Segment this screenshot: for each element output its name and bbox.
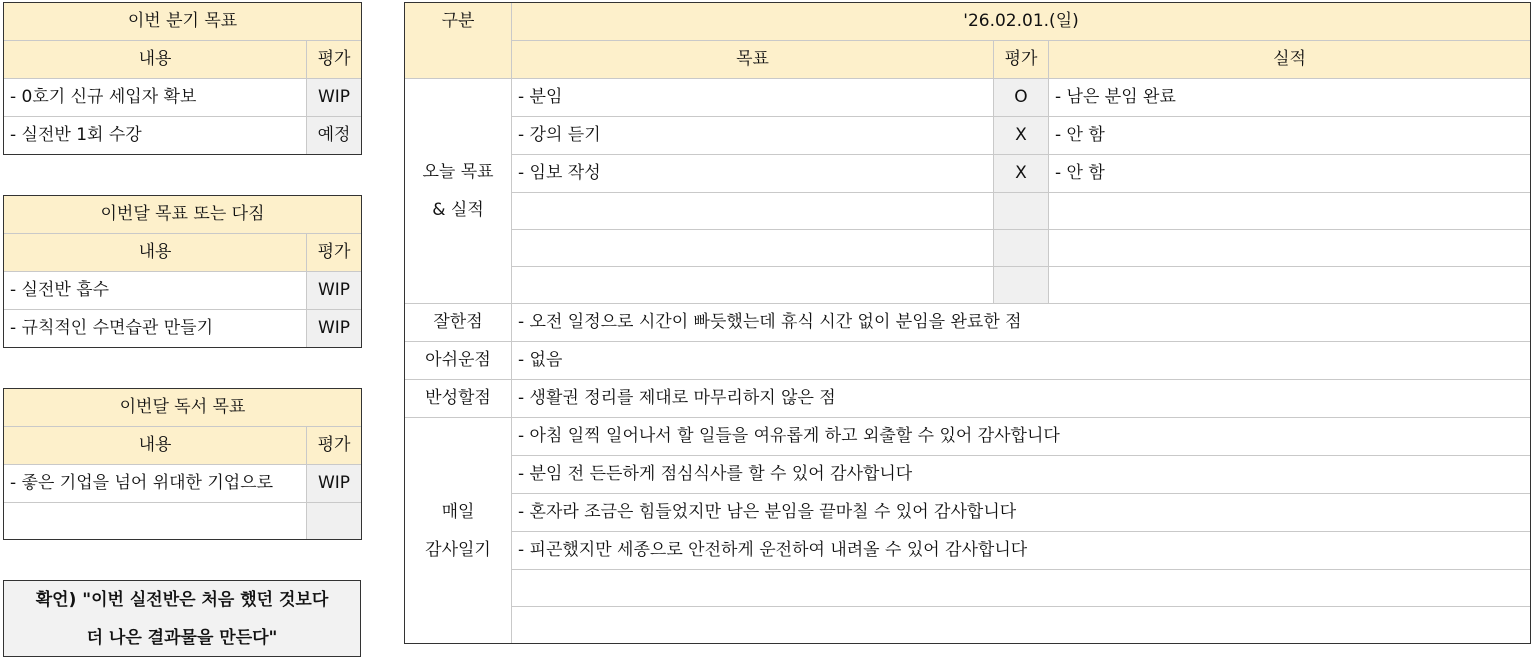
- today-eval[interactable]: X: [994, 155, 1049, 193]
- good-points-label: 잘한점: [405, 304, 512, 342]
- today-result[interactable]: - 남은 분임 완료: [1049, 79, 1531, 117]
- affirmation-line-1: 확언) "이번 실전반은 처음 했던 것보다: [35, 590, 329, 610]
- gratitude-entry[interactable]: - 피곤했지만 세종으로 안전하게 운전하여 내려올 수 있어 감사합니다: [512, 532, 1531, 570]
- reflection-points-label: 반성할점: [405, 380, 512, 418]
- today-goals-label: [405, 79, 512, 304]
- quarter-col-eval: 평가: [307, 41, 362, 79]
- reflection-points-text[interactable]: - 생활권 정리를 제대로 마무리하지 않은 점: [512, 380, 1531, 418]
- quarter-goal-eval[interactable]: 예정: [307, 117, 362, 155]
- month-col-eval: 평가: [307, 234, 362, 272]
- reading-goal-eval[interactable]: WIP: [307, 465, 362, 503]
- today-goal[interactable]: [512, 267, 994, 304]
- gratitude-entry[interactable]: [512, 570, 1531, 607]
- quarter-goal-content[interactable]: - 0호기 신규 세입자 확보: [4, 79, 307, 117]
- gratitude-entry[interactable]: [512, 607, 1531, 644]
- month-goal-content[interactable]: - 실전반 흡수: [4, 272, 307, 310]
- today-result[interactable]: [1049, 193, 1531, 230]
- gratitude-label-line-1: 매일: [441, 501, 475, 522]
- today-eval[interactable]: O: [994, 79, 1049, 117]
- reading-goal-blank[interactable]: [4, 503, 307, 540]
- gratitude-label-line-2: 감사일기: [425, 539, 491, 560]
- month-goal-eval[interactable]: WIP: [307, 272, 362, 310]
- quarter-goals-title: 이번 분기 목표: [4, 3, 362, 41]
- quarter-goals-table: [3, 2, 362, 155]
- month-goals-title: 이번달 목표 또는 다짐: [4, 196, 362, 234]
- gratitude-entry[interactable]: - 혼자라 조금은 힘들었지만 남은 분임을 끝마칠 수 있어 감사합니다: [512, 494, 1531, 532]
- quarter-goal-content[interactable]: - 실전반 1회 수강: [4, 117, 307, 155]
- today-eval[interactable]: [994, 193, 1049, 230]
- today-label-line-1: 오늘 목표: [422, 162, 494, 182]
- today-goal[interactable]: - 임보 작성: [512, 155, 994, 193]
- reading-goals-title: 이번달 독서 목표: [4, 389, 362, 427]
- date-header: '26.02.01.(일): [512, 3, 1531, 41]
- month-col-content: 내용: [4, 234, 307, 272]
- category-header: 구분: [405, 3, 512, 79]
- eval-header: 평가: [994, 41, 1049, 79]
- reading-goal-eval-blank[interactable]: [307, 503, 362, 540]
- daily-table: [404, 2, 1531, 644]
- quarter-col-content: 내용: [4, 41, 307, 79]
- affirmation-box[interactable]: [3, 580, 361, 657]
- today-goal[interactable]: [512, 230, 994, 267]
- month-goal-content[interactable]: - 규칙적인 수면습관 만들기: [4, 310, 307, 348]
- today-eval[interactable]: [994, 230, 1049, 267]
- reading-goals-table: [3, 388, 362, 540]
- today-label-line-2: & 실적: [432, 200, 484, 220]
- month-goals-table: [3, 195, 362, 348]
- regret-points-label: 아쉬운점: [405, 342, 512, 380]
- quarter-goal-eval[interactable]: WIP: [307, 79, 362, 117]
- gratitude-entry[interactable]: - 분임 전 든든하게 점심식사를 할 수 있어 감사합니다: [512, 456, 1531, 494]
- regret-points-text[interactable]: - 없음: [512, 342, 1531, 380]
- today-goal[interactable]: [512, 193, 994, 230]
- today-result[interactable]: - 안 함: [1049, 117, 1531, 155]
- today-result[interactable]: - 안 함: [1049, 155, 1531, 193]
- gratitude-journal-label: [405, 418, 512, 644]
- reading-col-eval: 평가: [307, 427, 362, 465]
- today-goal[interactable]: - 강의 듣기: [512, 117, 994, 155]
- reading-goal-content[interactable]: - 좋은 기업을 넘어 위대한 기업으로: [4, 465, 307, 503]
- today-eval[interactable]: X: [994, 117, 1049, 155]
- today-eval[interactable]: [994, 267, 1049, 304]
- today-result[interactable]: [1049, 230, 1531, 267]
- today-result[interactable]: [1049, 267, 1531, 304]
- goal-header: 목표: [512, 41, 994, 79]
- month-goal-eval[interactable]: WIP: [307, 310, 362, 348]
- reading-col-content: 내용: [4, 427, 307, 465]
- gratitude-entry[interactable]: - 아침 일찍 일어나서 할 일들을 여유롭게 하고 외출할 수 있어 감사합니다: [512, 418, 1531, 456]
- good-points-text[interactable]: - 오전 일정으로 시간이 빠듯했는데 휴식 시간 없이 분임을 완료한 점: [512, 304, 1531, 342]
- result-header: 실적: [1049, 41, 1531, 79]
- today-goal[interactable]: - 분임: [512, 79, 994, 117]
- affirmation-line-2: 더 나은 결과물을 만든다": [86, 628, 278, 648]
